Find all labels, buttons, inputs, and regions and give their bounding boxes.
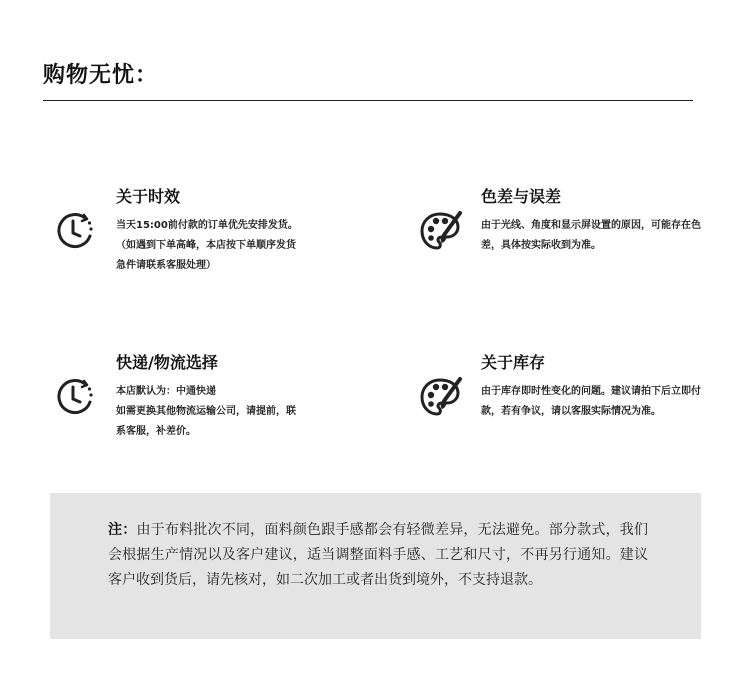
card-text-line: 本店默认为：中通快递 (116, 386, 216, 397)
card-text-line: 系客服，补差价。 (116, 426, 196, 437)
card-text-line: （如遇到下单高峰，本店按下单顺序发货 (116, 240, 296, 251)
card-text-line: 当天15:00前付款的订单优先安排发货。 (116, 220, 298, 231)
card-title: 色差与误差 (481, 187, 562, 206)
card-text: 由于光线、角度和显示屏设置的原因，可能存在色差，具体按实际收到为准。 (481, 220, 701, 251)
note-box (50, 493, 701, 639)
clock-icon (53, 375, 97, 419)
card-text (116, 216, 336, 276)
palette-icon (418, 209, 462, 253)
card-text-line: 如需更换其他物流运输公司，请提前，联 (116, 406, 296, 417)
card-text: 由于库存即时性变化的问题。建议请拍下后立即付款，若有争议，请以客服实际情况为准。 (481, 386, 701, 417)
note-text (108, 518, 648, 593)
title-divider (43, 100, 693, 101)
card-title: 关于时效 (116, 187, 181, 206)
card-title: 快递/物流选择 (116, 353, 218, 372)
card-title: 关于库存 (481, 353, 546, 372)
note-label: 注： (108, 522, 137, 538)
card-text-line: 急件请联系客服处理） (116, 260, 216, 271)
page-title: 购物无忧： (43, 63, 159, 88)
palette-icon (418, 375, 462, 419)
note-body: 由于布料批次不同，面料颜色跟手感都会有轻微差异，无法避免。部分款式，我们会根据生产情况以及客户建议，适当调整面料手感、工艺和尺寸，不再另行通知。建议客户收到货后，请先核对，如二次加工或者出货到境外，不支持退款。 (108, 522, 649, 588)
card-text (116, 382, 336, 442)
clock-icon (53, 209, 97, 253)
